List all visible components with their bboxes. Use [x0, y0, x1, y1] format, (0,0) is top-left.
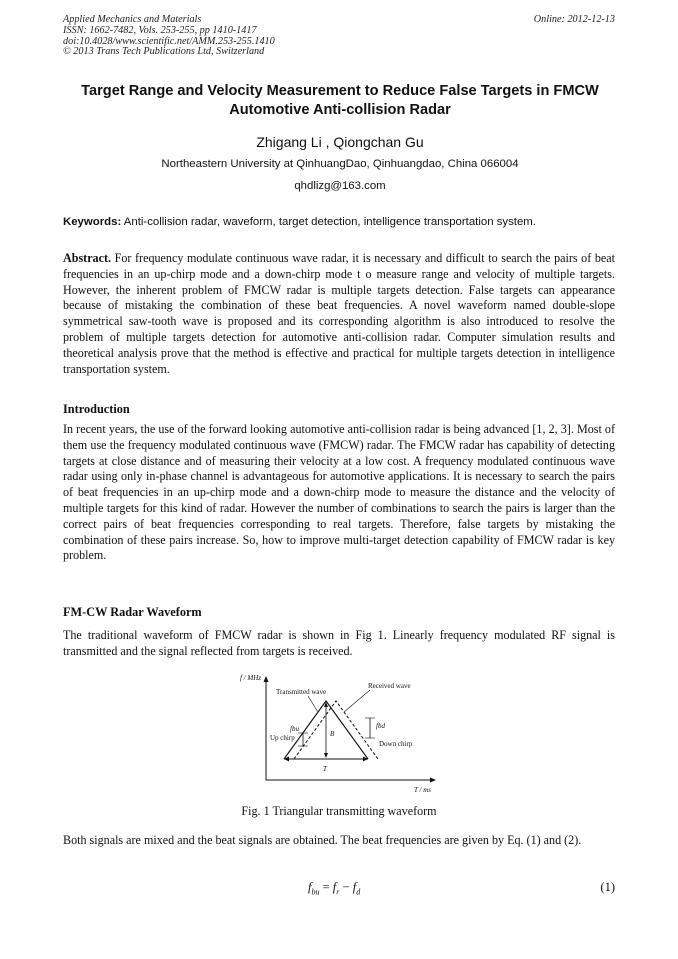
paper-title: Target Range and Velocity Measurement to Reduce False Targets in FMCW Automotive Anti-collision Radar [81, 83, 599, 118]
affiliation: Northeastern University at QinhuangDao, Qinhuangdao, China 066004 [161, 158, 519, 170]
figure-caption: Fig. 1 Triangular transmitting waveform [241, 804, 437, 818]
equation-formula: $f_{bu} = f_r - f_d$ [308, 880, 361, 897]
issn-line: ISSN: 1662-7482, Vols. 253-255, pp 1410-1417 [63, 24, 257, 36]
abstract-text: For frequency modulate continuous wave radar, it is necessary and difficult to search the pairs of beat frequencies in an up-chirp mode and a down-chirp mode t o measure range and velocity of multiple targets. However, the inherent problem of FMCW radar is multiple targets detection. False targets can appearance because of mistaking the combination of these beat frequencies. A novel waveform named double-slope symmetrical saw-tooth wave is proposed and its corresponding algorithm is also introduced to resolve the problem of multiple targets detection for automotive anti-collision radar. Computer simulation results and theoretical analysis prove that the method is effective and practical for multiple targets detection in intelligence transportation system. [63, 251, 615, 376]
transmitted-wave-label: Transmitted wave [276, 688, 327, 696]
y-axis-label: f / MHz [240, 674, 261, 682]
abstract-block [63, 251, 615, 377]
keywords-label: Keywords: [63, 216, 122, 228]
doi-line[interactable]: doi:10.4028/www.scientific.net/AMM.253-255.1410 [63, 35, 275, 47]
received-leader [344, 690, 370, 712]
author-email[interactable]: qhdlizg@163.com [294, 180, 386, 192]
section-heading-waveform: FM-CW Radar Waveform [63, 605, 202, 619]
x-axis-label: T / ms [414, 786, 431, 794]
keywords-block [63, 215, 615, 229]
x-axis-arrow [430, 778, 436, 783]
section-text-waveform: The traditional waveform of FMCW radar is shown in Fig 1. Linearly frequency modulated RF signal is transmitted and the signal reflected from targets is received. [63, 628, 615, 658]
authors: Zhigang Li , Qiongchan Gu [256, 134, 424, 150]
bandwidth-arrow-bottom [324, 753, 328, 758]
section-heading-introduction: Introduction [63, 402, 130, 416]
received-wave [294, 701, 378, 759]
section-text-introduction: In recent years, the use of the forward looking automotive anti-collision radar is being advanced [1, 2, 3]. Most of them use the frequency modulated continuous wave (FMCW) radar. The FMCW radar has capability of detecting targets at close distance and of measuring their velocity at a low cost. A frequency modulated continuous wave radar using only in-phase channel is advantageous for automotive applications. It is necessary to search the pairs of beat frequencies in an up-chirp mode and a down-chirp mode to measure the distance and the velocity of multiple targets for this kind of radar. However the number of combinations to search the pairs is larger than the correct pairs of beat frequencies corresponding to real targets. Therefore, false targets by mistaking the combination of these pairs increase. So, how to improve multi-target detection capability of FMCW radar is key problem. [63, 422, 615, 563]
received-wave-label: Received wave [368, 682, 411, 690]
journal-name: Applied Mechanics and Materials [63, 14, 202, 25]
copyright-line: © 2013 Trans Tech Publications Ltd, Switzerland [63, 46, 265, 58]
bandwidth-label: B [330, 730, 335, 738]
down-chirp-label: Down chirp [379, 740, 413, 748]
fbd-label: fbd [376, 722, 385, 730]
online-date: Online: 2012-12-13 [533, 14, 615, 25]
up-chirp-label: Up chirp [270, 734, 295, 742]
equation-1 [63, 880, 615, 898]
figure-triangular-waveform [236, 668, 436, 796]
period-label: T [323, 765, 327, 773]
journal-header [63, 15, 615, 58]
keywords-text: Anti-collision radar, waveform, target detection, intelligence transportation system. [123, 216, 536, 228]
after-figure-text: Both signals are mixed and the beat signals are obtained. The beat frequencies are given by Eq. (1) and (2). [63, 833, 582, 847]
equation-number: (1) [600, 880, 615, 894]
transmitted-leader [308, 696, 318, 712]
fbu-label: fbu [290, 725, 299, 733]
y-axis-arrow [264, 676, 269, 682]
abstract-label: Abstract. [63, 251, 112, 265]
